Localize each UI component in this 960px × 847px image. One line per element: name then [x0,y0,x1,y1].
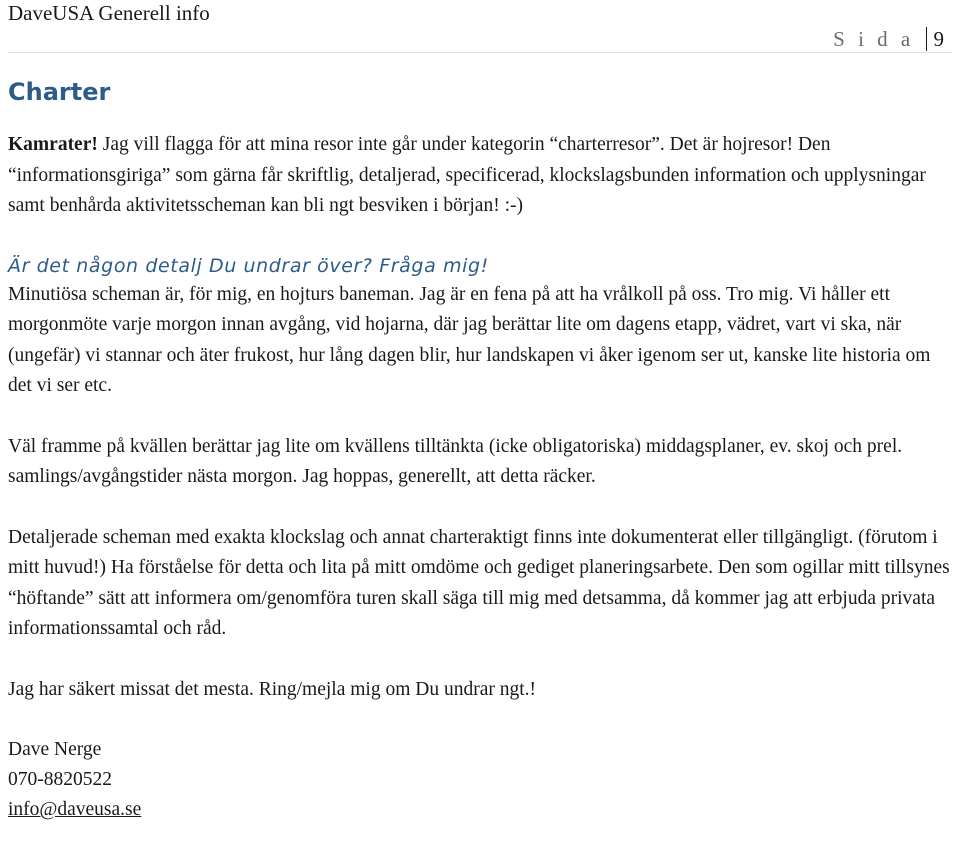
signature-name: Dave Nerge [8,739,102,760]
header-title: DaveUSA Generell info [8,1,210,25]
page-number: 9 [926,27,945,51]
email-link[interactable]: info@daveusa.se [8,799,142,820]
body-paragraph-1: Minutiösa scheman är, för mig, en hojturs baneman. Jag är en fena på att ha vrålkoll på oss. Tro mig. Vi håller ett morgonmöte varje morgon innan avgång, vid hojarna, där jag berättar lite om dagens etapp, vädret, vart vi ska, när (ungefär) vi stannar och äter frukost, hur lång dagen blir, hur landskapen vi åker igenom ser ut, kanske lite historia om det vi ser etc. [8,283,931,396]
signature-block [8,735,952,825]
question-subheading: Är det någon detalj Du undrar över? Fråga mig! [8,254,489,277]
section-heading: Charter [8,78,111,106]
page-label: S i d a [833,27,915,51]
body-paragraph-2: Väl framme på kvällen berättar jag lite om kvällens tilltänkta (icke obligatoriska) middagsplaner, ev. skoj och prel. samlings/avgångstider nästa morgon. Jag hoppas, generellt, att detta räcker. [8,435,903,487]
intro-text: Jag vill flagga för att mina resor inte går under kategorin “charterresor”. Det är hojresor! Den “informationsgiriga” som gärna får skriftlig, detaljerad, specificerad, klockslagsbunden information och upplysningar samt benhårda aktivitetsscheman kan bli ngt besviken i början! :-) [8,134,926,216]
signature-phone: 070-8820522 [8,769,112,790]
page-indicator [833,26,944,52]
header-divider [8,52,952,53]
body-paragraph-3: Detaljerade scheman med exakta klockslag och annat charteraktigt finns inte dokumenterat eller tillgängligt. (förutom i mitt huvud!) Ha förståelse för detta och lita på mitt omdöme och gediget planeringsarbete. Den som ogillar mitt tillsynes “höftande” sätt att informera om/genomföra turen skall säga till mig med detsamma, då kommer jag att erbjuda privata informationssamtal och råd. [8,526,950,639]
body-paragraph-4: Jag har säkert missat det mesta. Ring/mejla mig om Du undrar ngt.! [8,678,537,700]
intro-paragraph [8,130,952,222]
page-header [8,0,952,52]
intro-lead: Kamrater! [8,134,98,155]
